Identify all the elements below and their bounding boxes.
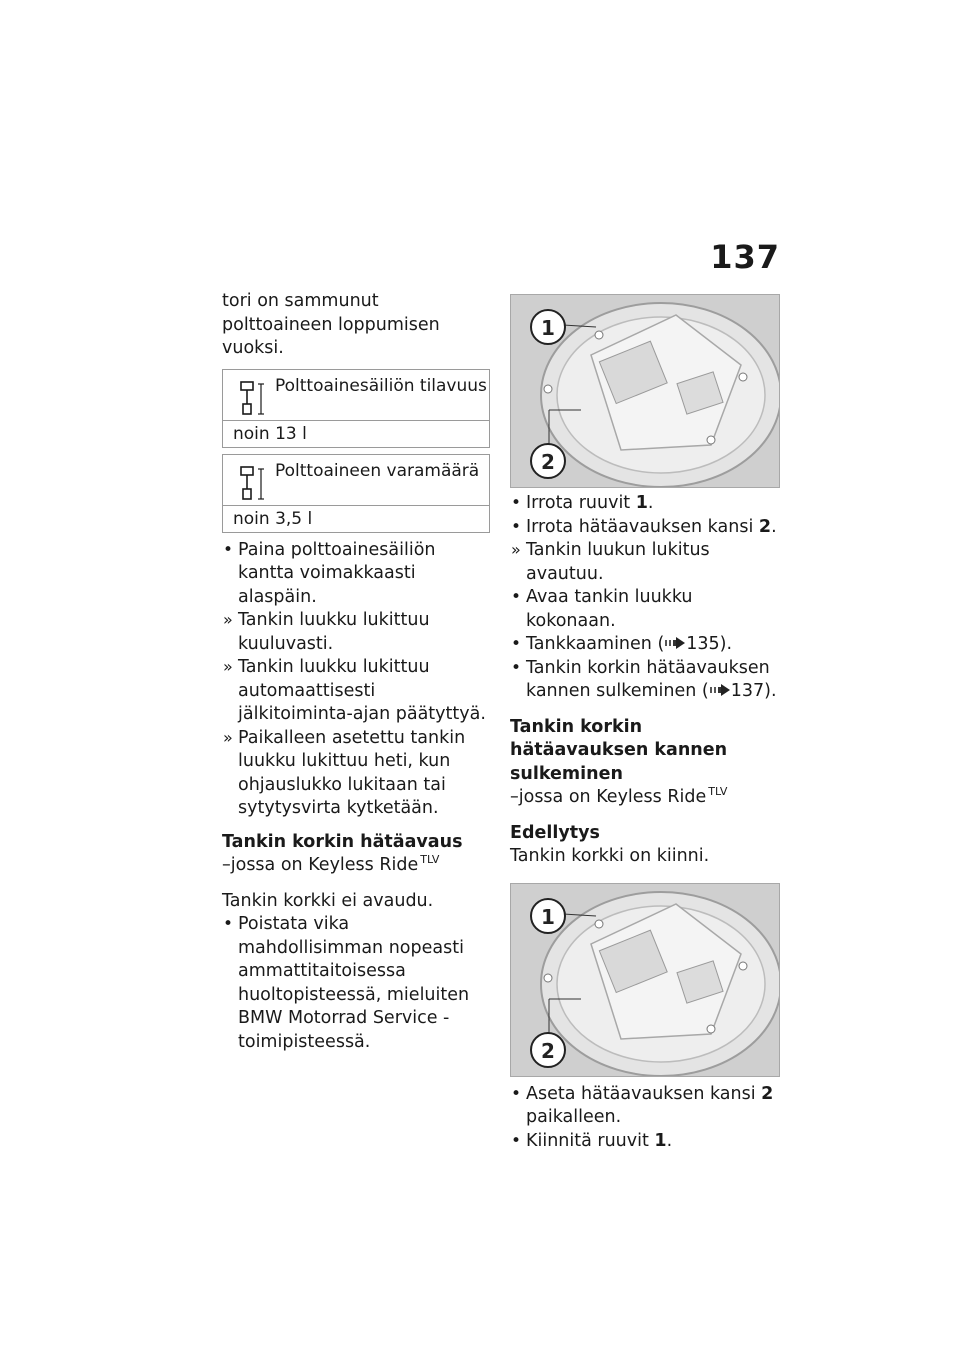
spec-table-reserve — [222, 454, 490, 533]
callout-1: 1 — [541, 904, 555, 929]
superscript: TLV — [708, 785, 728, 799]
requirement-heading: Edellytys — [510, 822, 600, 843]
page-number: 137 — [710, 238, 780, 276]
left-column — [222, 290, 490, 1054]
list-item: • Tankin korkin hätäavauksen kannen sulkeminen ( 137). — [510, 657, 782, 704]
procedure-list — [222, 913, 490, 1054]
spec-value: noin 13 l — [233, 423, 307, 444]
intro-text: tori on sammunut polttoaineen loppumisen vuoksi. — [222, 291, 440, 358]
list-item: » Tankin luukku lukittuu kuuluvasti. — [222, 609, 490, 656]
spec-label: Polttoainesäiliön tilavuus — [275, 375, 487, 396]
list-item: • Kiinnitä ruuvit 1. — [510, 1130, 782, 1154]
spec-table-capacity — [222, 369, 490, 448]
page-reference-link[interactable]: 137 — [730, 681, 765, 701]
callout-1: 1 — [541, 316, 555, 340]
fuel-cap-illustration — [511, 295, 779, 487]
spec-label: Polttoaineen varamäärä — [275, 460, 480, 481]
callout-2: 2 — [541, 450, 555, 474]
page-reference-link[interactable]: 135 — [686, 634, 720, 654]
section-heading: Tankin korkin hätäavaus — [222, 831, 463, 852]
procedure-list — [510, 492, 782, 704]
procedure-list — [510, 1083, 782, 1154]
list-item: • Poistata vika mahdollisimman nopeasti ammattitaitoisessa huoltopisteessä, mieluiten BMW Motorrad Service -toimipisteessä. — [222, 913, 490, 1054]
section-subtitle: –jossa on Keyless Ride $^{TLV}$ — [222, 853, 440, 875]
requirement-text: Tankin korkki on kiinni. — [510, 846, 710, 866]
spec-header — [223, 370, 489, 421]
page-reference-arrow-icon — [709, 683, 731, 697]
section-heading: Tankin korkin hätäavauksen kannen sulkeminen — [510, 716, 728, 784]
procedure-list — [222, 539, 490, 821]
list-item: • Irrota ruuvit 1. — [510, 492, 782, 516]
problem-text: Tankin korkki ei avaudu. — [222, 890, 434, 911]
right-column — [510, 290, 782, 1153]
list-item: • Avaa tankin luukku kokonaan. — [510, 586, 782, 633]
spec-header — [223, 455, 489, 506]
fuel-cap-figure — [510, 883, 780, 1077]
section-subtitle: –jossa on Keyless Ride $^{TLV}$ — [510, 785, 728, 807]
fuel-cap-figure — [510, 294, 780, 488]
list-item: » Tankin luukku lukittuu automaattisesti jälkitoiminta-ajan päätyttyä. — [222, 656, 490, 727]
spec-value: noin 3,5 l — [233, 508, 313, 529]
list-item: • Tankkaaminen ( 135). — [510, 633, 782, 657]
list-item: » Paikalleen asetettu tankin luukku lukittuu heti, kun ohjauslukko lukitaan tai sytytysvirta kytketään. — [222, 727, 490, 821]
list-item: » Tankin luukun lukitus avautuu. — [510, 539, 782, 586]
fuel-cap-illustration — [511, 884, 779, 1076]
fuel-pump-icon — [237, 463, 265, 503]
page-reference-arrow-icon — [664, 636, 686, 650]
fuel-pump-icon — [237, 378, 265, 418]
list-item: • Irrota hätäavauksen kansi 2. — [510, 516, 782, 540]
list-item: • Aseta hätäavauksen kansi 2 paikalleen. — [510, 1083, 782, 1130]
superscript: TLV — [420, 853, 440, 867]
list-item: • Paina polttoainesäiliön kantta voimakkaasti alaspäin. — [222, 539, 490, 610]
callout-2: 2 — [541, 1038, 555, 1063]
